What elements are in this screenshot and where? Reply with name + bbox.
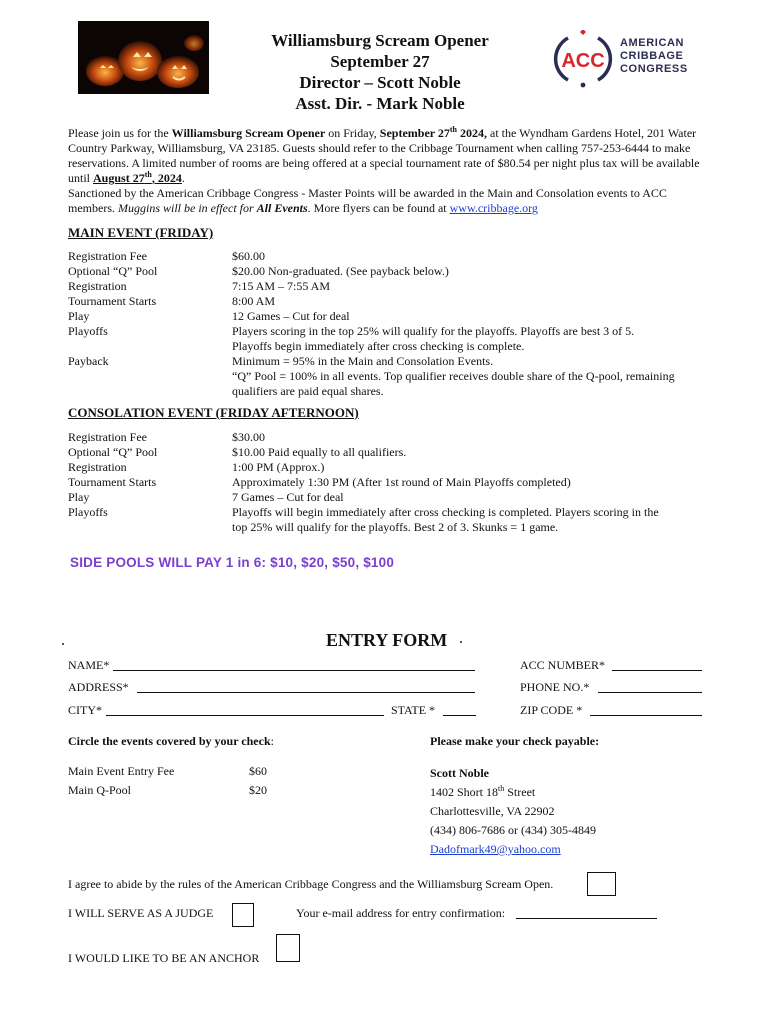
event-fee-main[interactable]: $60 xyxy=(249,764,267,778)
row-value: qualifiers are paid equal shares. xyxy=(232,384,384,398)
name-label: NAME* xyxy=(68,658,110,672)
pumpkin-image xyxy=(78,21,209,94)
event-director: Director – Scott Noble xyxy=(299,73,461,92)
payee-city: Charlottesville, VA 22902 xyxy=(430,804,555,818)
row-label: Registration xyxy=(68,460,127,474)
row-label: Registration xyxy=(68,279,127,293)
row-value: “Q” Pool = 100% in all events. Top qualifier receives double share of the Q-pool, remaining xyxy=(232,369,675,383)
zip-field[interactable] xyxy=(590,715,702,716)
intro-text xyxy=(68,126,708,216)
state-field[interactable] xyxy=(443,715,476,716)
name-field[interactable] xyxy=(113,670,475,671)
city-label: CITY* xyxy=(68,703,102,717)
row-value: 7:15 AM – 7:55 AM xyxy=(232,279,331,293)
intro-text-end: . xyxy=(181,171,185,185)
payee-address xyxy=(430,764,596,859)
event-title: Williamsburg Scream Opener xyxy=(271,31,489,50)
row-value: Playoffs begin immediately after cross checking is complete. xyxy=(232,339,525,353)
intro-deadline-date: August 27 xyxy=(93,171,145,185)
row-value: Approximately 1:30 PM (After 1st round of Main Playoffs completed) xyxy=(232,475,571,489)
row-value: $20.00 Non-graduated. (See payback below.) xyxy=(232,264,449,278)
payee-street-sup: th xyxy=(498,784,505,793)
intro-event-name: Williamsburg Scream Opener xyxy=(171,126,326,140)
payee-street xyxy=(430,783,596,802)
agree-text: I agree to abide by the rules of the American Cribbage Congress and the Williamsburg Scream Open. xyxy=(68,877,554,891)
intro-event-date xyxy=(380,126,487,140)
row-value: $60.00 xyxy=(232,249,265,263)
email-confirmation-label: Your e-mail address for entry confirmation: xyxy=(296,906,506,920)
judge-text: I WILL SERVE AS A JUDGE xyxy=(68,906,214,920)
row-value: $10.00 Paid equally to all qualifiers. xyxy=(232,445,407,459)
row-value: $30.00 xyxy=(232,430,265,444)
agree-checkbox[interactable] xyxy=(587,872,616,896)
intro-text-c: at the Wyndham Gardens Hotel, 201 Water Country Parkway, Williamsburg, VA 23185. Guests should refer to the Cribbage Tournament when calling 757-253-6444 to make reservations. A limited number of rooms are being offered at a special tournament rate of $80.54 per night plus tax will be available until xyxy=(68,126,700,185)
intro-sanction-text: Sanctioned by the American Cribbage Congress - Master Points will be awarded in the Main and Consolation events to ACC members. xyxy=(68,186,667,215)
payee-phones: (434) 806-7686 or (434) 305-4849 xyxy=(430,823,596,837)
event-title-block xyxy=(230,30,530,114)
city-field[interactable] xyxy=(106,715,384,716)
email-confirmation-field[interactable] xyxy=(516,918,657,919)
row-value: 7 Games – Cut for deal xyxy=(232,490,344,504)
row-label: Playoffs xyxy=(68,324,108,338)
event-option-main[interactable]: Main Event Entry Fee xyxy=(68,764,175,778)
intro-paragraph-2 xyxy=(68,186,708,216)
acc-logo-mark xyxy=(552,30,614,88)
intro-flyers-text: . More flyers can be found at xyxy=(307,201,450,215)
logo-acc-text: ACC xyxy=(561,50,605,72)
intro-paragraph-1 xyxy=(68,126,708,186)
phone-label: PHONE NO.* xyxy=(520,680,590,694)
intro-date: September 27 xyxy=(379,126,450,140)
payee-name: Scott Noble xyxy=(430,766,489,780)
row-label: Optional “Q” Pool xyxy=(68,445,158,459)
event-option-qpool[interactable]: Main Q-Pool xyxy=(68,783,131,797)
payee-street-b: Street xyxy=(504,785,536,799)
row-label: Playoffs xyxy=(68,505,108,519)
anchor-text: I WOULD LIKE TO BE AN ANCHOR xyxy=(68,951,260,965)
event-date: September 27 xyxy=(330,52,430,71)
intro-text-a: Please join us for the xyxy=(68,126,172,140)
address-label: ADDRESS* xyxy=(68,680,129,694)
logo-word-3: CONGRESS xyxy=(620,63,688,75)
acc-number-field[interactable] xyxy=(612,670,702,671)
logo-word-1: AMERICAN xyxy=(620,37,685,49)
row-value: 8:00 AM xyxy=(232,294,276,308)
check-payable-label: Please make your check payable: xyxy=(430,734,600,748)
row-value: Players scoring in the top 25% will qualify for the playoffs. Playoffs are best 3 of 5. xyxy=(232,324,635,338)
row-label: Optional “Q” Pool xyxy=(68,264,158,278)
entry-form-title: ENTRY FORM xyxy=(326,630,448,650)
intro-deadline-year: , 2024 xyxy=(151,171,182,185)
payee-email-link[interactable]: Dadofmark49@yahoo.com xyxy=(430,842,561,856)
event-assistant-director: Asst. Dir. - Mark Noble xyxy=(295,94,465,113)
anchor-checkbox[interactable] xyxy=(276,934,300,962)
row-label: Registration Fee xyxy=(68,430,147,444)
intro-all-events: All Events xyxy=(256,201,308,215)
row-label: Payback xyxy=(68,354,109,368)
circle-events-colon: : xyxy=(270,734,274,748)
logo-word-2: CRIBBAGE xyxy=(620,50,684,62)
logo-wordmark xyxy=(620,37,688,76)
acc-number-label: ACC NUMBER* xyxy=(520,658,606,672)
stray-dot xyxy=(62,643,64,645)
side-pools-notice: SIDE POOLS WILL PAY 1 in 6: $10, $20, $50, $100 xyxy=(70,555,395,570)
intro-text-b: on Friday, xyxy=(325,126,380,140)
intro-year: 2024, xyxy=(457,126,488,140)
intro-deadline xyxy=(93,171,182,185)
jack-o-lanterns-illustration xyxy=(78,21,209,94)
consolation-heading: CONSOLATION EVENT (FRIDAY AFTERNOON) xyxy=(68,405,359,420)
circle-events-label: Circle the events covered by your check xyxy=(68,734,271,748)
phone-field[interactable] xyxy=(598,692,702,693)
row-label: Registration Fee xyxy=(68,249,147,263)
intro-date-sup: th xyxy=(449,125,458,134)
zip-label: ZIP CODE * xyxy=(520,703,583,717)
main-event-heading: MAIN EVENT (FRIDAY) xyxy=(68,225,214,240)
acc-logo xyxy=(552,30,702,88)
intro-muggins xyxy=(118,201,308,215)
payee-street-a: 1402 Short 18 xyxy=(430,785,499,799)
state-label: STATE * xyxy=(391,703,436,717)
row-label: Play xyxy=(68,490,90,504)
row-label: Play xyxy=(68,309,90,323)
row-value: 12 Games – Cut for deal xyxy=(232,309,350,323)
judge-checkbox[interactable] xyxy=(232,903,254,927)
event-fee-qpool[interactable]: $20 xyxy=(249,783,267,797)
row-label: Tournament Starts xyxy=(68,294,157,308)
row-value: Playoffs will begin immediately after cross checking is completed. Players scoring in the xyxy=(232,505,659,519)
cribbage-website-link[interactable]: www.cribbage.org xyxy=(449,201,538,215)
row-value: top 25% will qualify for the playoffs. Best 2 of 3. Skunks = 1 game. xyxy=(232,520,559,534)
intro-deadline-sup: th xyxy=(144,170,152,179)
row-value: 1:00 PM (Approx.) xyxy=(232,460,325,474)
row-label: Tournament Starts xyxy=(68,475,157,489)
intro-muggins-text: Muggins will be in effect for xyxy=(118,201,257,215)
circle-events-instruction xyxy=(68,734,274,749)
address-field[interactable] xyxy=(137,692,475,693)
stray-dot xyxy=(460,641,462,643)
row-value: Minimum = 95% in the Main and Consolation Events. xyxy=(232,354,494,368)
